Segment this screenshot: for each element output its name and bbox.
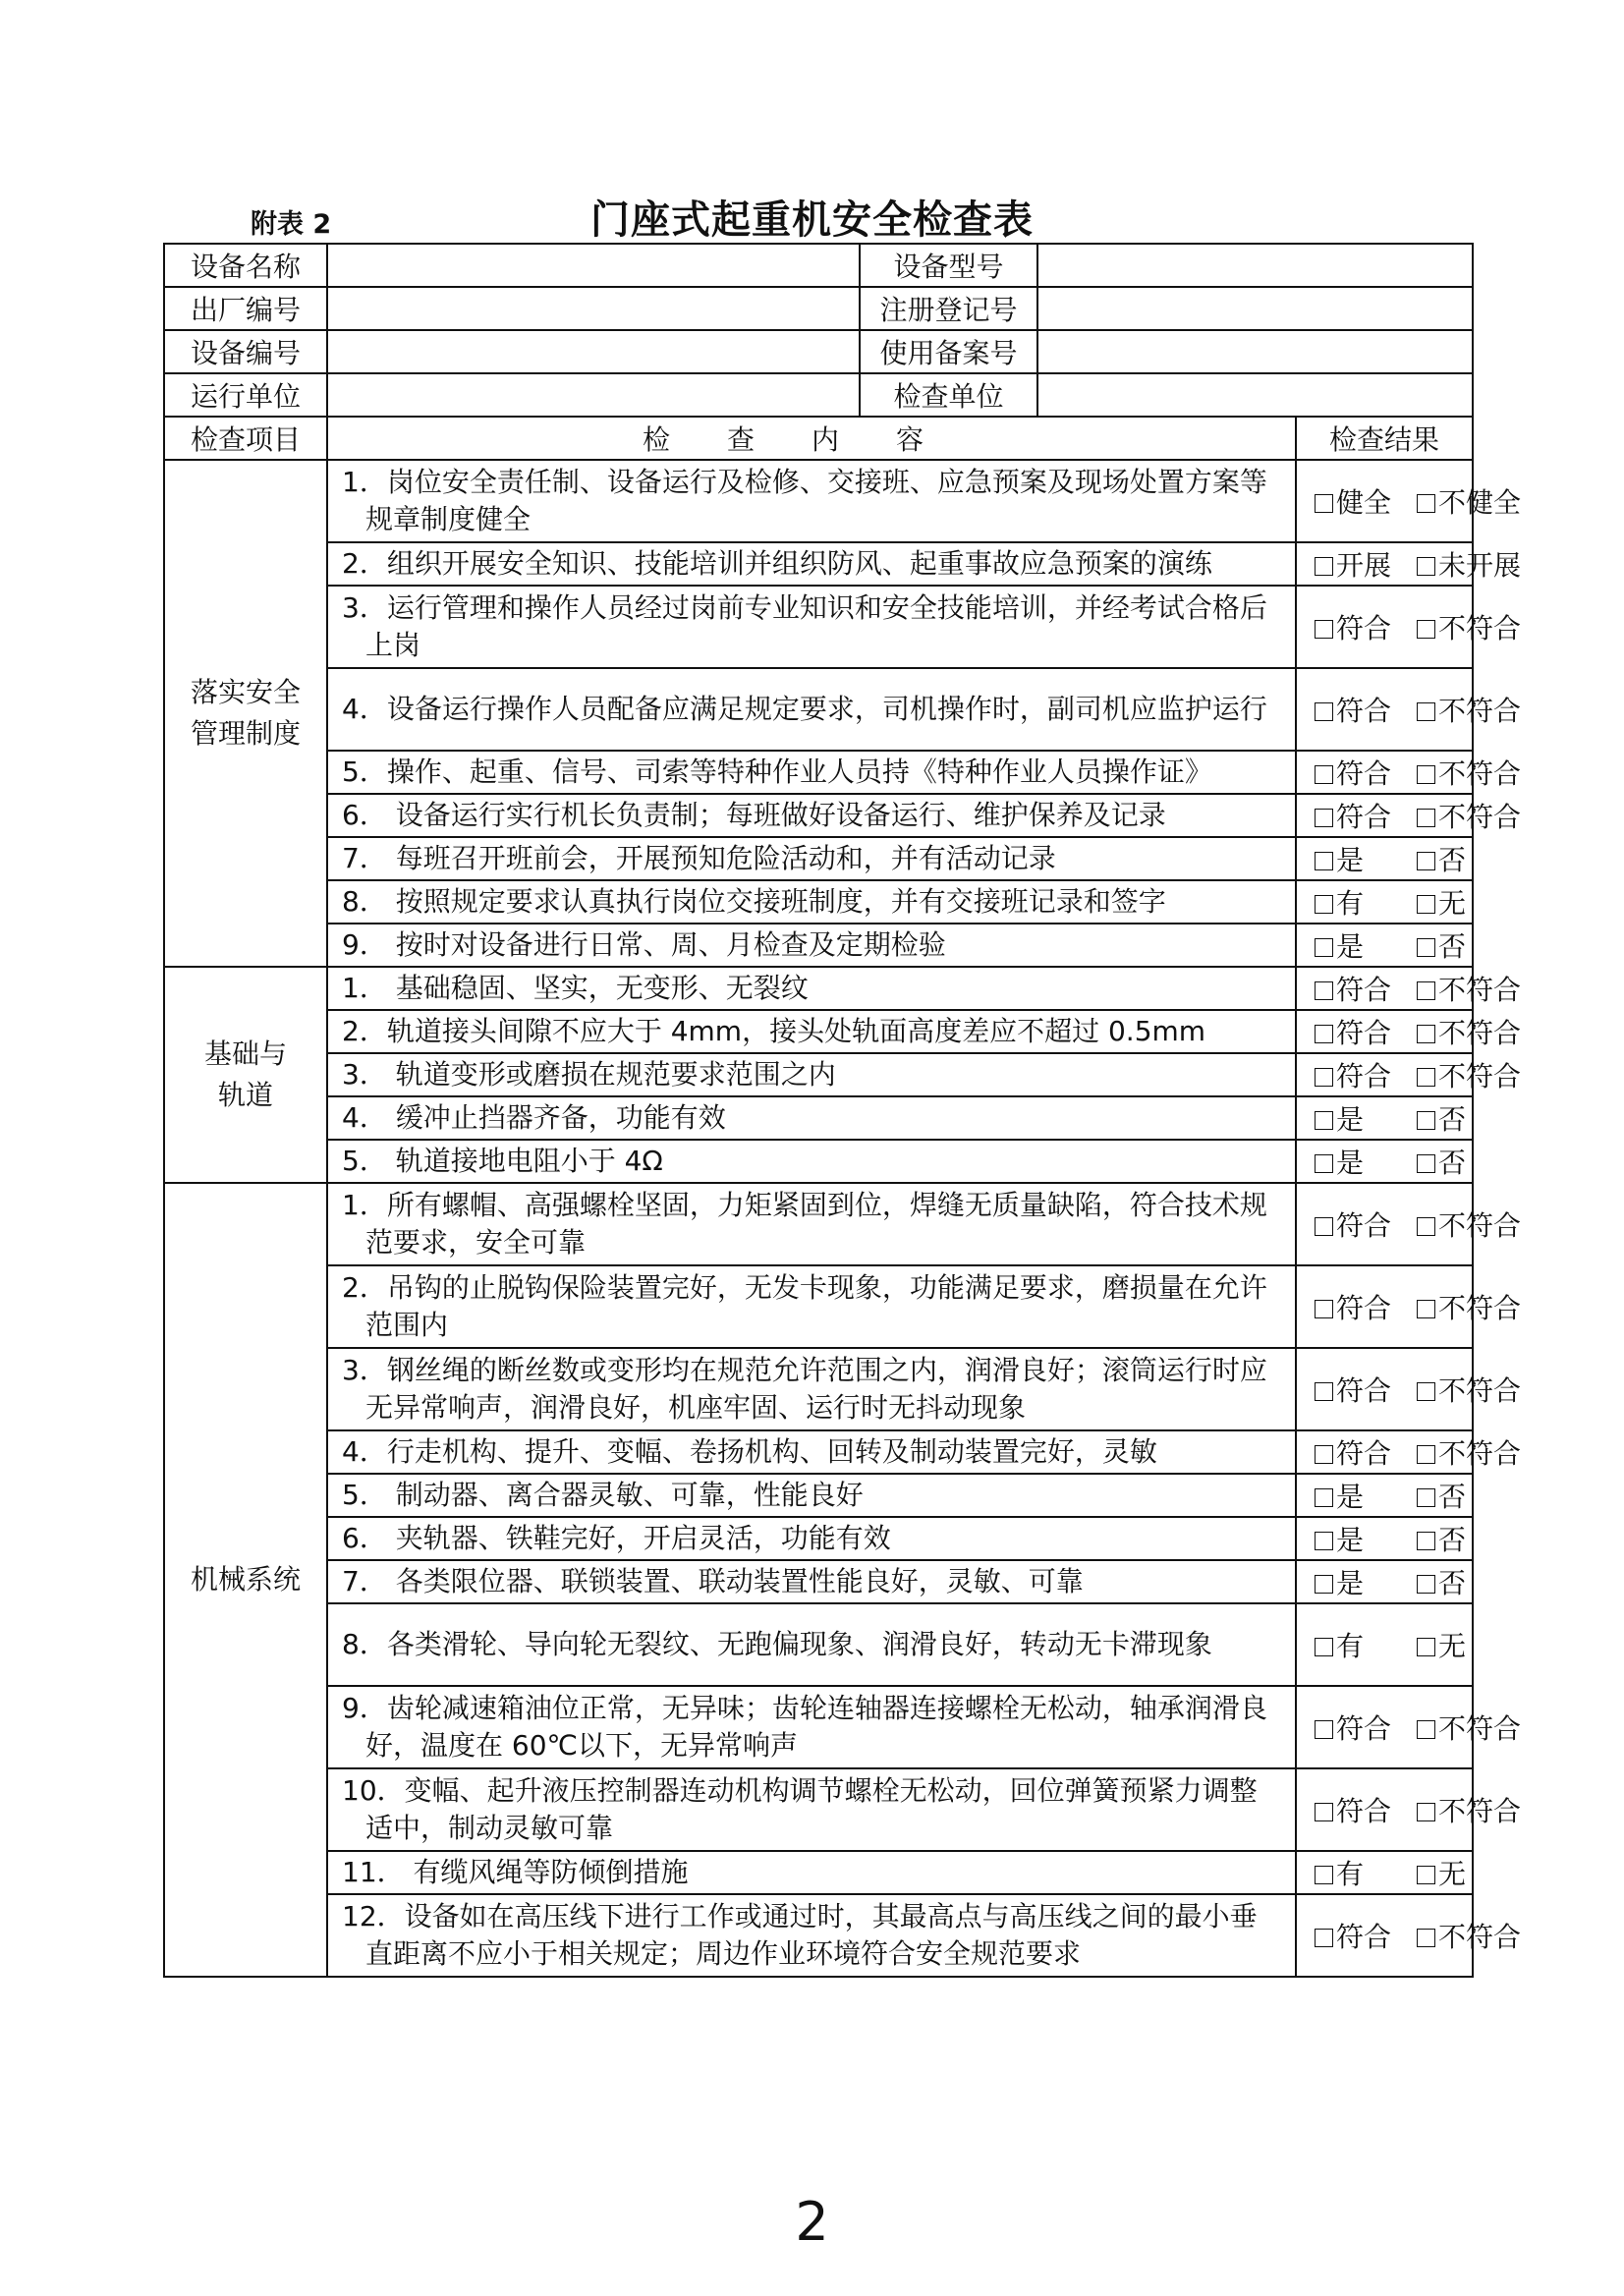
checkbox-icon[interactable]	[1315, 1111, 1333, 1130]
result-option[interactable]	[1417, 925, 1466, 965]
check-content: 1．岗位安全责任制、设备运行及检修、交接班、应急预案及现场处置方案等规章制度健全	[327, 460, 1296, 542]
result-option[interactable]	[1315, 481, 1417, 521]
result-option-label: 否	[1438, 1524, 1467, 1556]
field-label: 出厂编号	[164, 287, 327, 330]
check-row	[164, 1603, 1473, 1686]
field-value-operating-unit[interactable]	[327, 373, 860, 417]
field-label: 使用备案号	[860, 330, 1037, 373]
check-content: 9．齿轮减速箱油位正常，无异味；齿轮连轴器连接螺栓无松动，轴承润滑良好，温度在 60℃以下，无异常响声	[327, 1686, 1296, 1768]
result-option[interactable]	[1417, 753, 1521, 792]
checkbox-icon[interactable]	[1315, 1638, 1333, 1656]
result-option[interactable]	[1417, 1204, 1521, 1244]
result-option-label: 是	[1336, 1567, 1365, 1599]
result-option-label: 不符合	[1438, 974, 1522, 1006]
check-result	[1296, 1265, 1522, 1348]
result-option-label: 不符合	[1438, 1017, 1522, 1049]
check-row	[164, 1894, 1473, 1977]
checkbox-icon[interactable]	[1417, 1445, 1435, 1464]
check-content: 2．吊钩的止脱钩保险装置完好，无发卡现象，功能满足要求，磨损量在允许范围内	[327, 1265, 1296, 1348]
check-content: 2．组织开展安全知识、技能培训并组织防风、起重事故应急预案的演练	[327, 542, 1296, 586]
checkbox-icon[interactable]	[1315, 765, 1333, 784]
field-label: 注册登记号	[860, 287, 1037, 330]
result-option-label: 符合	[1336, 612, 1392, 644]
result-option[interactable]	[1417, 839, 1466, 878]
result-option[interactable]	[1315, 1625, 1417, 1664]
result-option-label: 不符合	[1438, 757, 1522, 790]
check-content: 3．运行管理和操作人员经过岗前专业知识和安全技能培训，并经考试合格后上岗	[327, 586, 1296, 668]
checkbox-icon[interactable]	[1315, 981, 1333, 1000]
check-row	[164, 1517, 1473, 1560]
check-content: 7． 每班召开班前会，开展预知危险活动和，并有活动记录	[327, 837, 1296, 880]
check-content: 9． 按时对设备进行日常、周、月检查及定期检验	[327, 924, 1296, 967]
checkbox-icon[interactable]	[1417, 809, 1435, 827]
result-option[interactable]	[1417, 1916, 1521, 1955]
field-label: 设备名称	[164, 244, 327, 287]
result-option-label: 符合	[1336, 974, 1392, 1006]
section-name	[164, 967, 327, 1183]
result-option[interactable]	[1315, 1562, 1417, 1601]
result-option-label: 否	[1438, 1481, 1467, 1513]
check-result	[1296, 1894, 1522, 1977]
result-option-label: 不符合	[1438, 1712, 1522, 1745]
result-option[interactable]	[1417, 1142, 1466, 1181]
checkbox-icon[interactable]	[1315, 1929, 1333, 1947]
check-result	[1296, 1140, 1473, 1183]
checkbox-icon[interactable]	[1315, 1300, 1333, 1318]
check-result	[1296, 1183, 1522, 1265]
checkbox-icon[interactable]	[1315, 1025, 1333, 1043]
result-option[interactable]	[1417, 1562, 1466, 1601]
result-option[interactable]	[1315, 607, 1417, 646]
result-option-label: 符合	[1336, 695, 1392, 727]
checkbox-icon[interactable]	[1315, 1445, 1333, 1464]
result-option-label: 符合	[1336, 1712, 1392, 1745]
check-result	[1296, 880, 1473, 924]
result-option-label: 有	[1336, 1630, 1365, 1662]
check-result	[1296, 967, 1522, 1010]
field-value-registration-number[interactable]	[1037, 287, 1473, 330]
result-option-label: 不健全	[1438, 486, 1522, 519]
check-content: 1． 基础稳固、坚实，无变形、无裂纹	[327, 967, 1296, 1010]
result-option-label: 符合	[1336, 1060, 1392, 1092]
check-row	[164, 1265, 1473, 1348]
check-row	[164, 1348, 1473, 1430]
appendix-label: 附表 2	[251, 209, 332, 240]
checkbox-icon[interactable]	[1417, 1154, 1435, 1173]
result-option-label: 是	[1336, 1524, 1365, 1556]
checkbox-icon[interactable]	[1315, 1154, 1333, 1173]
result-option-label: 是	[1336, 1103, 1365, 1136]
checkbox-icon[interactable]	[1315, 1217, 1333, 1236]
check-result	[1296, 1430, 1522, 1474]
check-content: 2．轨道接头间隙不应大于 4mm，接头处轨面高度差应不超过 0.5mm	[327, 1010, 1296, 1053]
result-option[interactable]	[1417, 1853, 1466, 1892]
result-option[interactable]	[1417, 796, 1521, 835]
check-content: 7． 各类限位器、联锁装置、联动装置性能良好，灵敏、可靠	[327, 1560, 1296, 1603]
section-name	[164, 1183, 327, 1977]
checkbox-icon[interactable]	[1315, 1382, 1333, 1401]
check-row	[164, 1851, 1473, 1894]
result-option[interactable]	[1417, 1708, 1521, 1747]
result-option-label: 符合	[1336, 757, 1392, 790]
field-value-inspection-unit[interactable]	[1037, 373, 1473, 417]
result-option[interactable]	[1417, 882, 1466, 922]
checkbox-icon[interactable]	[1417, 1532, 1435, 1550]
check-result	[1296, 1096, 1473, 1140]
checkbox-icon[interactable]	[1417, 1025, 1435, 1043]
result-option-label: 否	[1438, 1567, 1467, 1599]
field-row-factory-number	[164, 287, 1473, 330]
result-option-label: 否	[1438, 930, 1467, 963]
checkbox-icon[interactable]	[1417, 1866, 1435, 1884]
result-option[interactable]	[1417, 607, 1521, 646]
check-content: 6． 设备运行实行机长负责制；每班做好设备运行、维护保养及记录	[327, 794, 1296, 837]
result-option[interactable]	[1315, 1708, 1417, 1747]
checkbox-icon[interactable]	[1417, 1217, 1435, 1236]
field-row-operating-unit	[164, 373, 1473, 417]
checkbox-icon[interactable]	[1315, 702, 1333, 721]
result-option[interactable]	[1315, 796, 1417, 835]
field-row-equipment-name	[164, 244, 1473, 287]
result-option-label: 无	[1438, 1630, 1467, 1662]
result-option[interactable]	[1417, 1519, 1466, 1558]
section-name-line: 基础与	[203, 1037, 287, 1070]
page-number: 2	[795, 2191, 829, 2253]
check-content: 4． 缓冲止挡器齐备，功能有效	[327, 1096, 1296, 1140]
field-label: 设备编号	[164, 330, 327, 373]
check-content: 12．设备如在高压线下进行工作或通过时，其最高点与高压线之间的最小垂直距离不应小于相关规定；周边作业环境符合安全规范要求	[327, 1894, 1296, 1977]
check-result	[1296, 1348, 1522, 1430]
inspection-table	[163, 243, 1522, 1978]
field-row-equipment-number	[164, 330, 1473, 373]
result-option-label: 符合	[1336, 801, 1392, 833]
result-option-label: 无	[1438, 887, 1467, 920]
column-header-item: 检查项目	[164, 417, 327, 460]
check-row	[164, 1430, 1473, 1474]
check-result	[1296, 1851, 1473, 1894]
checkbox-icon[interactable]	[1417, 765, 1435, 784]
result-option-label: 符合	[1336, 1209, 1392, 1242]
checkbox-icon[interactable]	[1417, 1929, 1435, 1947]
checkbox-icon[interactable]	[1417, 494, 1435, 513]
result-option[interactable]	[1417, 1790, 1521, 1829]
result-option[interactable]	[1315, 1432, 1417, 1472]
result-option[interactable]	[1315, 753, 1417, 792]
check-content: 8．各类滑轮、导向轮无裂纹、无跑偏现象、润滑良好，转动无卡滞现象	[327, 1603, 1296, 1686]
result-option-label: 不符合	[1438, 1374, 1522, 1407]
field-value-equipment-name[interactable]	[327, 244, 860, 287]
result-option[interactable]	[1315, 1142, 1417, 1181]
check-row	[164, 751, 1473, 794]
column-header-content: 检查内容	[327, 417, 1296, 460]
result-option-label: 有	[1336, 887, 1365, 920]
check-result	[1296, 1517, 1473, 1560]
result-option-label: 符合	[1336, 1374, 1392, 1407]
result-option[interactable]	[1315, 969, 1417, 1008]
section-name-line: 轨道	[217, 1079, 273, 1111]
checkbox-icon[interactable]	[1417, 981, 1435, 1000]
result-option[interactable]	[1417, 690, 1521, 729]
result-option[interactable]	[1315, 1287, 1417, 1326]
field-value-equipment-number[interactable]	[327, 330, 860, 373]
result-option-label: 不符合	[1438, 801, 1522, 833]
check-row	[164, 924, 1473, 967]
result-option-label: 是	[1336, 844, 1365, 876]
result-option-label: 符合	[1336, 1292, 1392, 1324]
checkbox-icon[interactable]	[1417, 1300, 1435, 1318]
check-result	[1296, 586, 1522, 668]
check-result	[1296, 794, 1522, 837]
checkbox-icon[interactable]	[1315, 494, 1333, 513]
result-option[interactable]	[1315, 1370, 1417, 1409]
result-option[interactable]	[1315, 1916, 1417, 1955]
check-content: 1．所有螺帽、高强螺栓坚固，力矩紧固到位，焊缝无质量缺陷，符合技术规范要求，安全可靠	[327, 1183, 1296, 1265]
result-option[interactable]	[1315, 1012, 1417, 1051]
result-option[interactable]	[1315, 1853, 1417, 1892]
result-option[interactable]	[1417, 1476, 1466, 1515]
result-option[interactable]	[1315, 1204, 1417, 1244]
result-option-label: 不符合	[1438, 1292, 1522, 1324]
check-content: 6． 夹轨器、铁鞋完好，开启灵活，功能有效	[327, 1517, 1296, 1560]
result-option-label: 是	[1336, 1481, 1365, 1513]
result-option[interactable]	[1417, 1055, 1521, 1094]
result-option-label: 符合	[1336, 1921, 1392, 1953]
check-row	[164, 586, 1473, 668]
result-option[interactable]	[1417, 1432, 1521, 1472]
check-result	[1296, 1474, 1473, 1517]
result-option[interactable]	[1417, 481, 1521, 521]
check-content: 5． 制动器、离合器灵敏、可靠，性能良好	[327, 1474, 1296, 1517]
checkbox-icon[interactable]	[1417, 1575, 1435, 1594]
check-result	[1296, 1768, 1522, 1851]
checkbox-icon[interactable]	[1417, 1111, 1435, 1130]
result-option-label: 不符合	[1438, 1437, 1522, 1470]
result-option[interactable]	[1315, 1098, 1417, 1138]
result-option[interactable]	[1417, 1012, 1521, 1051]
check-result	[1296, 1603, 1473, 1686]
checkbox-icon[interactable]	[1315, 557, 1333, 576]
check-row	[164, 794, 1473, 837]
checkbox-icon[interactable]	[1417, 1803, 1435, 1821]
result-option-label: 不符合	[1438, 695, 1522, 727]
field-value-filing-number[interactable]	[1037, 330, 1473, 373]
checkbox-icon[interactable]	[1315, 1803, 1333, 1821]
check-row	[164, 1010, 1473, 1053]
result-option[interactable]	[1315, 1519, 1417, 1558]
check-content: 11． 有缆风绳等防倾倒措施	[327, 1851, 1296, 1894]
checkbox-icon[interactable]	[1315, 809, 1333, 827]
check-result	[1296, 924, 1473, 967]
check-row	[164, 1053, 1473, 1096]
check-result	[1296, 1010, 1522, 1053]
column-header-result: 检查结果	[1296, 417, 1473, 460]
check-content: 3．钢丝绳的断丝数或变形均在规范允许范围之内，润滑良好；滚筒运行时应无异常响声，润滑良好，机座牢固、运行时无抖动现象	[327, 1348, 1296, 1430]
checkbox-icon[interactable]	[1315, 1720, 1333, 1739]
field-label: 检查单位	[860, 373, 1037, 417]
checkbox-icon[interactable]	[1417, 557, 1435, 576]
checkbox-icon[interactable]	[1315, 1866, 1333, 1884]
check-row	[164, 668, 1473, 751]
check-row	[164, 1183, 1473, 1265]
result-option-label: 是	[1336, 1147, 1365, 1179]
check-result	[1296, 1053, 1522, 1096]
checkbox-icon[interactable]	[1417, 1720, 1435, 1739]
checkbox-icon[interactable]	[1417, 938, 1435, 957]
result-option-label: 否	[1438, 1147, 1467, 1179]
section-name-line: 机械系统	[190, 1563, 301, 1596]
checkbox-icon[interactable]	[1315, 938, 1333, 957]
checkbox-icon[interactable]	[1315, 1575, 1333, 1594]
result-option-label: 有	[1336, 1858, 1365, 1890]
check-result	[1296, 837, 1473, 880]
check-content: 10．变幅、起升液压控制器连动机构调节螺栓无松动，回位弹簧预紧力调整适中，制动灵敏可靠	[327, 1768, 1296, 1851]
check-content: 3． 轨道变形或磨损在规范要求范围之内	[327, 1053, 1296, 1096]
checkbox-icon[interactable]	[1417, 852, 1435, 870]
check-row	[164, 880, 1473, 924]
checkbox-icon[interactable]	[1315, 895, 1333, 914]
check-content: 5． 轨道接地电阻小于 4Ω	[327, 1140, 1296, 1183]
field-value-factory-number[interactable]	[327, 287, 860, 330]
check-row	[164, 1560, 1473, 1603]
check-result	[1296, 542, 1522, 586]
check-content: 4．设备运行操作人员配备应满足规定要求，司机操作时，副司机应监护运行	[327, 668, 1296, 751]
result-option-label: 否	[1438, 1103, 1467, 1136]
check-row	[164, 967, 1473, 1010]
result-option-label: 不符合	[1438, 612, 1522, 644]
result-option[interactable]	[1417, 1287, 1521, 1326]
result-option[interactable]	[1315, 1790, 1417, 1829]
checkbox-icon[interactable]	[1417, 620, 1435, 639]
result-option[interactable]	[1417, 1625, 1466, 1664]
check-row	[164, 1096, 1473, 1140]
result-option-label: 是	[1336, 930, 1365, 963]
section-name-line: 落实安全	[190, 676, 301, 708]
section-name-line: 管理制度	[190, 717, 301, 750]
check-row	[164, 1140, 1473, 1183]
check-result	[1296, 1560, 1473, 1603]
result-option-label: 符合	[1336, 1437, 1392, 1470]
result-option[interactable]	[1315, 925, 1417, 965]
checkbox-icon[interactable]	[1417, 1382, 1435, 1401]
result-option[interactable]	[1417, 1370, 1521, 1409]
result-option-label: 开展	[1336, 549, 1392, 582]
result-option[interactable]	[1417, 544, 1521, 584]
result-option-label: 不符合	[1438, 1921, 1522, 1953]
check-row	[164, 1768, 1473, 1851]
checkbox-icon[interactable]	[1315, 1532, 1333, 1550]
check-content: 4．行走机构、提升、变幅、卷扬机构、回转及制动装置完好，灵敏	[327, 1430, 1296, 1474]
check-row	[164, 542, 1473, 586]
result-option-label: 无	[1438, 1858, 1467, 1890]
check-result	[1296, 751, 1522, 794]
field-label: 运行单位	[164, 373, 327, 417]
result-option-label: 不符合	[1438, 1795, 1522, 1827]
result-option[interactable]	[1417, 1098, 1466, 1138]
result-option[interactable]	[1315, 1055, 1417, 1094]
result-option[interactable]	[1315, 839, 1417, 878]
check-row	[164, 460, 1473, 542]
check-row	[164, 1686, 1473, 1768]
check-row	[164, 837, 1473, 880]
field-value-equipment-model[interactable]	[1037, 244, 1473, 287]
checkbox-icon[interactable]	[1417, 1068, 1435, 1087]
checkbox-icon[interactable]	[1417, 702, 1435, 721]
section-name	[164, 460, 327, 967]
result-option[interactable]	[1315, 882, 1417, 922]
checkbox-icon[interactable]	[1417, 1638, 1435, 1656]
checkbox-icon[interactable]	[1315, 852, 1333, 870]
checkbox-icon[interactable]	[1417, 1488, 1435, 1507]
result-option-label: 符合	[1336, 1795, 1392, 1827]
result-option-label: 不符合	[1438, 1209, 1522, 1242]
checkbox-icon[interactable]	[1417, 895, 1435, 914]
result-option-label: 不符合	[1438, 1060, 1522, 1092]
result-option[interactable]	[1315, 1476, 1417, 1515]
checkbox-icon[interactable]	[1315, 1488, 1333, 1507]
result-option-label: 符合	[1336, 1017, 1392, 1049]
page-title: 门座式起重机安全检查表	[590, 197, 1034, 243]
result-option[interactable]	[1315, 544, 1417, 584]
check-content: 5．操作、起重、信号、司索等特种作业人员持《特种作业人员操作证》	[327, 751, 1296, 794]
result-option[interactable]	[1315, 690, 1417, 729]
check-result	[1296, 460, 1522, 542]
checkbox-icon[interactable]	[1315, 620, 1333, 639]
result-option-label: 否	[1438, 844, 1467, 876]
result-option-label: 未开展	[1438, 549, 1522, 582]
checkbox-icon[interactable]	[1315, 1068, 1333, 1087]
result-option-label: 健全	[1336, 486, 1392, 519]
check-row	[164, 1474, 1473, 1517]
field-label: 设备型号	[860, 244, 1037, 287]
check-result	[1296, 668, 1522, 751]
check-result	[1296, 1686, 1522, 1768]
check-content: 8． 按照规定要求认真执行岗位交接班制度，并有交接班记录和签字	[327, 880, 1296, 924]
column-header-row	[164, 417, 1473, 460]
result-option[interactable]	[1417, 969, 1521, 1008]
